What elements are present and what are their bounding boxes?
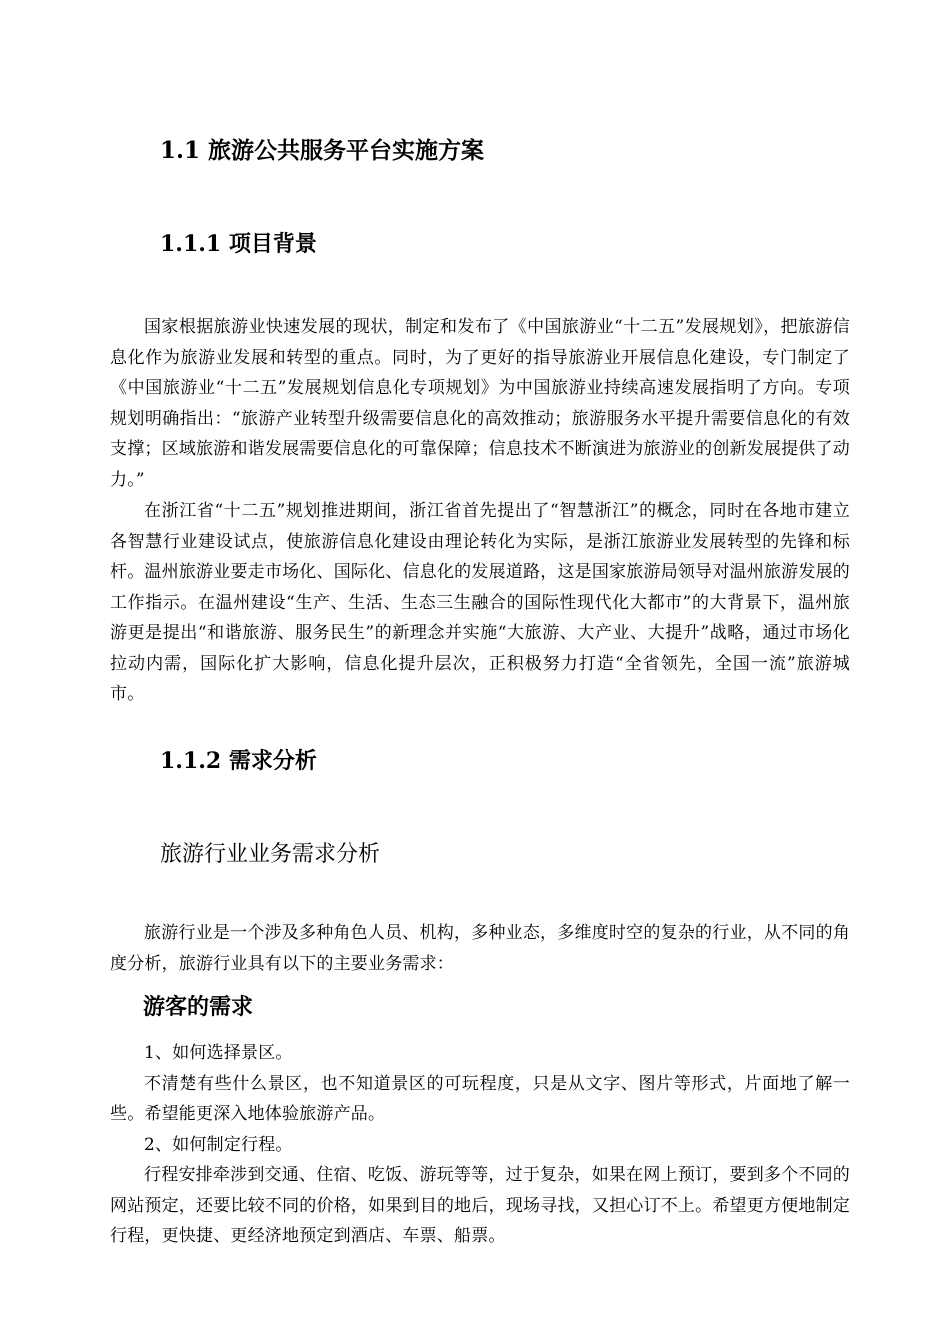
background-heading: 1.1.1 项目背景: [160, 231, 317, 257]
industry-requirements-subheading: 旅游行业业务需求分析: [160, 842, 381, 867]
background-paragraph-1-block: [110, 312, 850, 495]
requirements-intro: 旅游行业是一个涉及多种角色人员、机构，多种业态，多维度时空的复杂的行业，从不同的角度分析，旅游行业具有以下的主要业务需求：: [110, 923, 850, 974]
visitor-needs-heading: 游客的需求: [143, 994, 254, 1020]
requirements-intro-block: [110, 918, 850, 979]
visitor-need-item: 不清楚有些什么景区，也不知道景区的可玩程度，只是从文字、图片等形式，片面地了解一些。希望能更深入地体验旅游产品。: [110, 1073, 850, 1124]
visitor-need-item: 1、如何选择景区。: [144, 1043, 293, 1063]
requirements-heading: 1.1.2 需求分析: [160, 748, 317, 774]
background-paragraph: 在浙江省“十二五”规划推进期间，浙江省首先提出了“智慧浙江”的概念，同时在各地市建立各智慧行业建设试点，使旅游信息化建设由理论转化为实际，是浙江旅游业发展转型的先锋和标杆。温州旅游业要走市场化、国际化、信息化的发展道路，这是国家旅游局领导对温州旅游发展的工作指示。在温州建设“生产、生活、生态三生融合的国际性现代化大都市”的大背景下，温州旅游更是提出“和谐旅游、服务民生”的新理念并实施“大旅游、大产业、大提升”战略，通过市场化拉动内需，国际化扩大影响，信息化提升层次，正积极努力打造“全省领先，全国一流”旅游城市。: [110, 501, 850, 704]
background-paragraph-2-block: [110, 496, 850, 710]
section-title: 1.1 旅游公共服务平台实施方案: [160, 137, 485, 164]
visitor-need-item: 行程安排牵涉到交通、住宿、吃饭、游玩等等，过于复杂，如果在网上预订，要到多个不同的网站预定，还要比较不同的价格，如果到目的地后，现场寻找，又担心订不上。希望更方便地制定行程，更快捷、更经济地预定到酒店、车票、船票。: [110, 1165, 850, 1246]
background-paragraph: 国家根据旅游业快速发展的现状，制定和发布了《中国旅游业“十二五”发展规划》，把旅游信息化作为旅游业发展和转型的重点。同时，为了更好的指导旅游业开展信息化建设，专门制定了《中国旅游业“十二五”发展规划信息化专项规划》为中国旅游业持续高速发展指明了方向。专项规划明确指出：“旅游产业转型升级需要信息化的高效推动；旅游服务水平提升需要信息化的有效支撑；区域旅游和谐发展需要信息化的可靠保障；信息技术不断演进为旅游业的创新发展提供了动力。”: [110, 317, 850, 490]
visitor-needs-list: [110, 1038, 850, 1252]
visitor-need-item: 2、如何制定行程。: [144, 1134, 293, 1155]
